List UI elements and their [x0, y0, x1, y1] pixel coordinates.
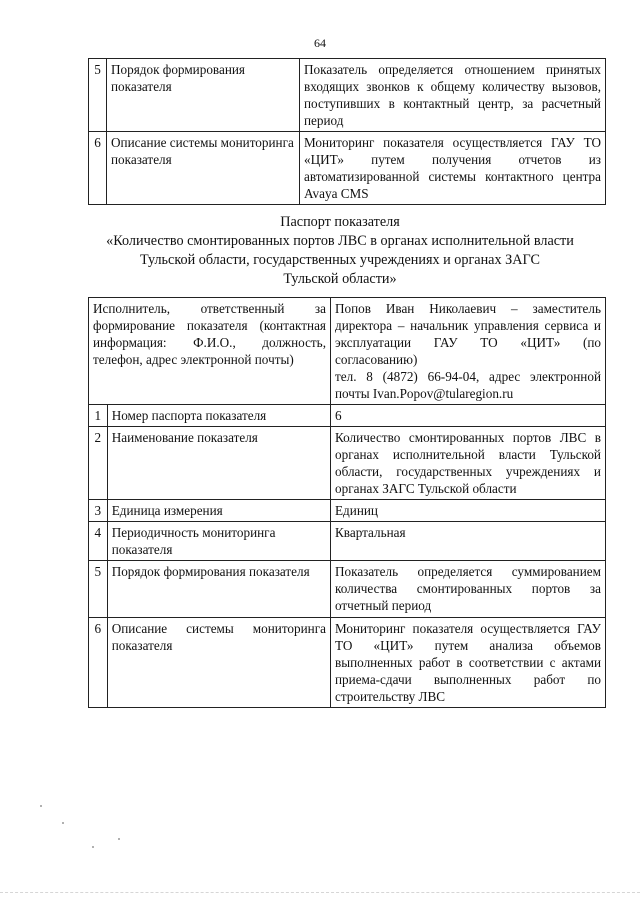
page-number: 64	[314, 36, 326, 50]
executor-label: Исполнитель, ответственный за формирование показателя (контактная информация: Ф.И.О., должность, телефон, адрес электронной почты)	[89, 298, 331, 405]
passport-title-line: «Количество смонтированных портов ЛВС в органах исполнительной власти	[106, 233, 574, 249]
row-value: 6	[331, 405, 606, 427]
row-number: 6	[89, 618, 108, 708]
row-number: 5	[89, 59, 107, 132]
scan-edge-marks	[0, 892, 640, 897]
row-label: Единица измерения	[107, 500, 330, 522]
table-row	[89, 427, 606, 500]
row-value: Количество смонтированных портов ЛВС в органах исполнительной власти Тульской области, государственных учреждениях и органах ЗАГС Тульской области	[331, 427, 606, 500]
row-value: Единиц	[331, 500, 606, 522]
table-row	[89, 132, 606, 205]
passport-title-line: Тульской области, государственных учреждениях и органах ЗАГС	[140, 252, 540, 268]
table-row	[89, 405, 606, 427]
table-row	[89, 522, 606, 561]
passport-title-line: Тульской области»	[283, 271, 397, 287]
row-value: Показатель определяется отношением принятых входящих звонков к общему количеству вызовов, поступивших в контактный центр, за расчетный период	[300, 59, 606, 132]
row-label: Описание системы мониторинга показателя	[107, 618, 330, 708]
scan-speck	[40, 805, 42, 807]
row-value: Мониторинг показателя осуществляется ГАУ ТО «ЦИТ» путем получения отчетов из автоматизированной системы контактного центра Avaya CMS	[300, 132, 606, 205]
row-label: Порядок формирования показателя	[107, 59, 300, 132]
passport-heading-block	[60, 213, 620, 289]
row-label: Порядок формирования показателя	[107, 561, 330, 618]
table-row	[89, 618, 606, 708]
executor-name: Попов Иван Николаевич – заместитель директора – начальник управления сервиса и эксплуатации ГАУ ТО «ЦИТ» (по согласованию)	[335, 301, 601, 367]
row-label: Описание системы мониторинга показателя	[107, 132, 300, 205]
indicator-table-continued	[88, 58, 606, 205]
row-label: Периодичность мониторинга показателя	[107, 522, 330, 561]
table-row	[89, 561, 606, 618]
row-number: 1	[89, 405, 108, 427]
row-number: 5	[89, 561, 108, 618]
passport-table	[88, 297, 606, 708]
executor-contact: тел. 8 (4872) 66-94-04, адрес электронной почты Ivan.Popov@tularegion.ru	[335, 369, 601, 401]
table-row	[89, 500, 606, 522]
row-value: Квартальная	[331, 522, 606, 561]
row-value: Показатель определяется суммированием количества смонтированных портов за отчетный период	[331, 561, 606, 618]
row-number: 4	[89, 522, 108, 561]
scan-speck	[92, 846, 94, 848]
row-number: 2	[89, 427, 108, 500]
row-value: Мониторинг показателя осуществляется ГАУ ТО «ЦИТ» путем анализа объемов выполненных работ в соответствии с актами приема-сдачи выполненных работ по строительству ЛВС	[331, 618, 606, 708]
scan-speck	[62, 822, 64, 824]
table-header-row	[89, 298, 606, 405]
row-number: 3	[89, 500, 108, 522]
row-number: 6	[89, 132, 107, 205]
row-label: Наименование показателя	[107, 427, 330, 500]
passport-heading: Паспорт показателя	[280, 214, 400, 230]
scan-speck	[118, 838, 120, 840]
executor-value	[331, 298, 606, 405]
table-row	[89, 59, 606, 132]
row-label: Номер паспорта показателя	[107, 405, 330, 427]
